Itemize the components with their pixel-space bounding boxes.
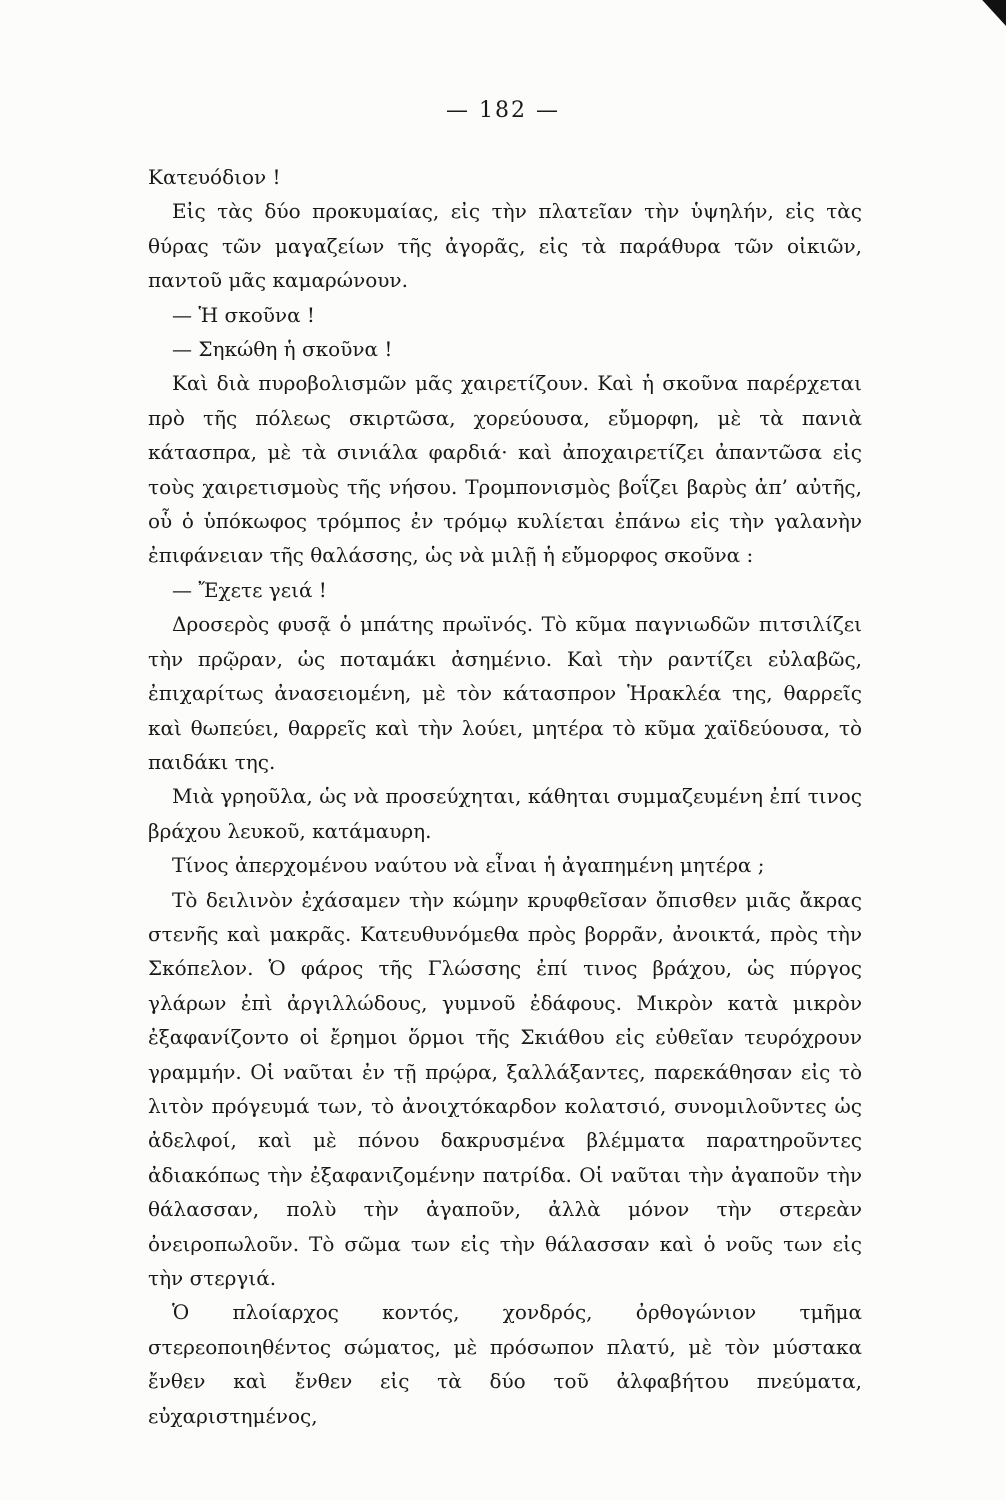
- paragraph: Τίνος ἀπερχομένου ναύτου νὰ εἶναι ἡ ἀγαπημένη μητέρα ;: [172, 853, 765, 878]
- dialogue-line: — Ἔχετε γειά !: [172, 577, 327, 602]
- paragraph: Μιὰ γρηοῦλα, ὡς νὰ προσεύχηται, κάθηται συμμαζευμένη ἐπί τινος βράχου λευκοῦ, κατάμαυρη.: [148, 784, 862, 843]
- paragraph: Εἰς τὰς δύο προκυμαίας, εἰς τὴν πλατεῖαν τὴν ὑψηλήν, εἰς τὰς θύρας τῶν μαγαζείων τῆς ἀγορᾶς, εἰς τὰ παράθυρα τῶν οἰκιῶν, παντοῦ μᾶς καμαρώνουν.: [148, 199, 862, 293]
- paragraph: Δροσερὸς φυσᾷ ὁ μπάτης πρωϊνός. Τὸ κῦμα παγνιωδῶν πιτσιλίζει τὴν πρῷραν, ὡς ποταμάκι ἀσημένιο. Καὶ τὴν ραντίζει εὐλαβῶς, ἐπιχαρίτως ἀνασειομένη, μὲ τὸν κάτασπρον Ἡρακλέα της, θαρρεῖς καὶ θωπεύει, θαρρεῖς καὶ τὴν λούει, μητέρα τὸ κῦμα χαϊδεύουσα, τὸ παιδάκι της.: [148, 612, 862, 774]
- paragraph: Τὸ δειλινὸν ἐχάσαμεν τὴν κώμην κρυφθεῖσαν ὄπισθεν μιᾶς ἄκρας στενῆς καὶ μακρᾶς. Κατευθυνόμεθα πρὸς βορρᾶν, ἀνοικτά, πρὸς τὴν Σκόπελον. Ὁ φάρος τῆς Γλώσσης ἐπί τινος βράχου, ὡς πύργος γλάρων ἐπὶ ἀργιλλώδους, γυμνοῦ ἐδάφους. Μικρὸν κατὰ μικρὸν ἐξαφανίζοντο οἱ ἔρημοι ὅρμοι τῆς Σκιάθου εἰς εὐθεῖαν τευρόχρουν γραμμήν. Οἱ ναῦται ἐν τῇ πρῴρα, ξαλλάξαντες, παρεκάθησαν εἰς τὸ λιτὸν πρόγευμά των, τὸ ἀνοιχτόκαρδον κολατσιό, συνομιλοῦντες ὡς ἀδελφοί, καὶ μὲ πόνου δακρυσμένα βλέμματα παρατηροῦντες ἀδιακόπως τὴν ἐξαφανιζομένην πατρίδα. Οἱ ναῦται τὴν ἀγαποῦν τὴν θάλασσαν, πολὺ τὴν ἀγαποῦν, ἀλλὰ μόνον τὴν στερεὰν ὀνειροπωλοῦν. Τὸ σῶμα των εἰς τὴν θάλασσαν καὶ ὁ νοῦς των εἰς τὴν στεργιά.: [148, 887, 862, 1290]
- dialogue-line: — Σηκώθη ἡ σκοῦνα !: [172, 337, 393, 362]
- paragraph: Κατευόδιον !: [148, 165, 281, 189]
- page-number: — 182 —: [446, 98, 560, 123]
- dialogue-line: — Ἡ σκοῦνα !: [172, 302, 315, 327]
- paragraph: Καὶ διὰ πυροβολισμῶν μᾶς χαιρετίζουν. Καὶ ἡ σκοῦνα παρέρχεται πρὸ τῆς πόλεως σκιρτῶσα, χορεύουσα, εὔμορφη, μὲ τὰ πανιὰ κάτασπρα, μὲ τὰ σινιάλα φαρδιά· καὶ ἀποχαιρετίζει ἀπαντῶσα εἰς τοὺς χαιρετισμοὺς τῆς νήσου. Τρομπονισμὸς βοΐζει βαρὺς ἀπ’ αὐτῆς, οὗ ὁ ὑπόκωφος τρόμπος ἐν τρόμῳ κυλίεται ἐπάνω εἰς τὴν γαλανὴν ἐπιφάνειαν τῆς θαλάσσης, ὡς νὰ μιλῇ ἡ εὔμορφος σκοῦνα :: [148, 371, 862, 568]
- body-text: [148, 160, 862, 1433]
- scan-corner-mark: [972, 0, 1006, 26]
- paragraph: Ὁ πλοίαρχος κοντός, χονδρός, ὀρθογώνιον τμῆμα στερεοποιηθέντος σώματος, μὲ πρόσωπον πλατύ, μὲ τὸν μύστακα ἔνθεν καὶ ἔνθεν εἰς τὰ δύο τοῦ ἀλφαβήτου πνεύματα, εὐχαριστημένος,: [148, 1300, 862, 1428]
